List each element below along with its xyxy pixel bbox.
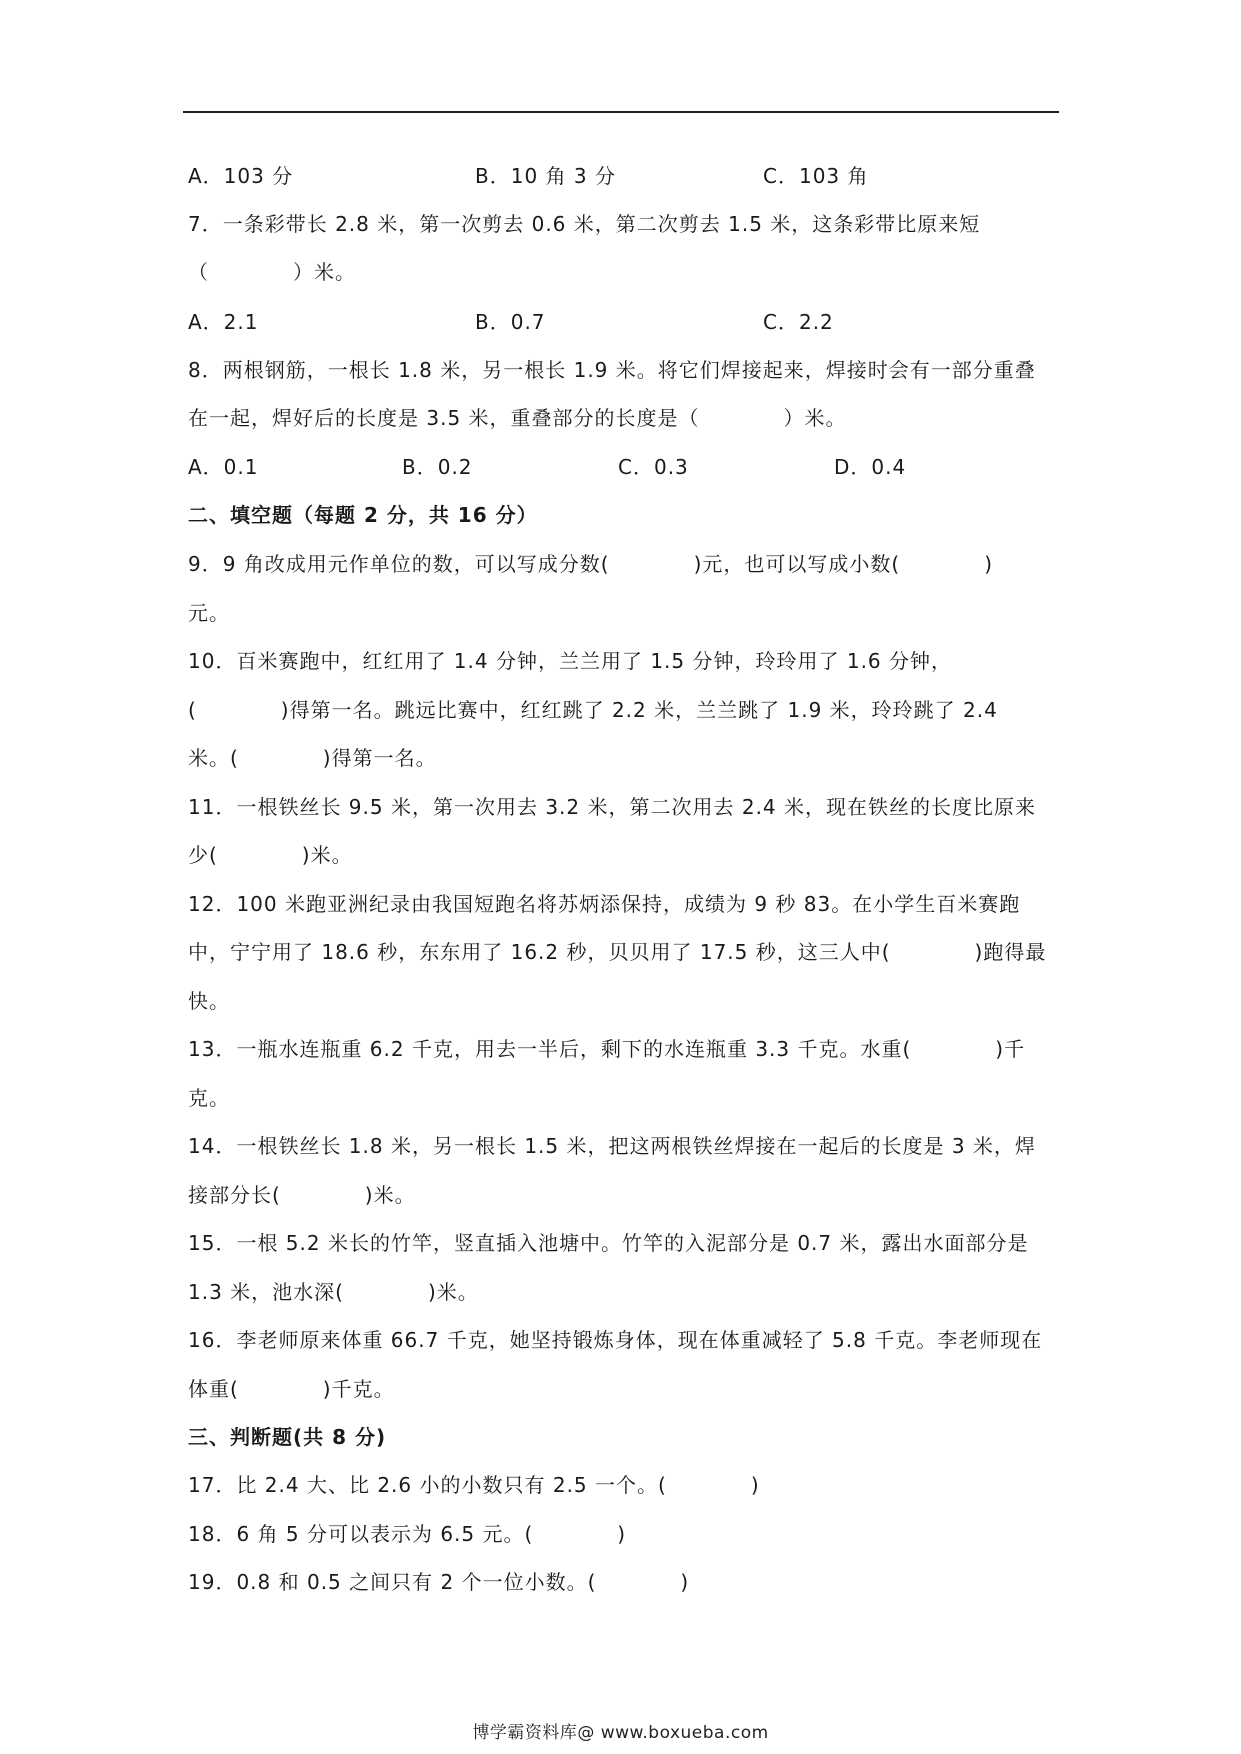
- q13-line1: 13．一瓶水连瓶重 6.2 千克，用去一半后，剩下的水连瓶重 3.3 千克。水重( )千: [188, 1037, 1026, 1061]
- section3-title: 三、判断题(共 8 分): [188, 1425, 387, 1449]
- q6-option-a: A．103 分: [188, 164, 294, 188]
- q8-option-c: C．0.3: [618, 455, 689, 479]
- q6-option-b: B．10 角 3 分: [475, 164, 616, 188]
- q8-option-d: D．0.4: [834, 455, 907, 479]
- q8-option-a: A．0.1: [188, 455, 259, 479]
- q16-line1: 16．李老师原来体重 66.7 千克，她坚持锻炼身体，现在体重减轻了 5.8 千克。李老师现在: [188, 1328, 1043, 1352]
- q12-line1: 12．100 米跑亚洲纪录由我国短跑名将苏炳添保持，成绩为 9 秒 83。在小学生百米赛跑: [188, 892, 1021, 916]
- q6-option-c: C．103 角: [763, 164, 869, 188]
- q8-line1: 8．两根钢筋，一根长 1.8 米，另一根长 1.9 米。将它们焊接起来，焊接时会有一部分重叠: [188, 358, 1036, 382]
- q9-line2: 元。: [188, 601, 230, 625]
- q14-line1: 14．一根铁丝长 1.8 米，另一根长 1.5 米，把这两根铁丝焊接在一起后的长度是 3 米，焊: [188, 1134, 1036, 1158]
- header-rule: [183, 111, 1059, 113]
- q16-line2: 体重( )千克。: [188, 1377, 395, 1401]
- q7-option-a: A．2.1: [188, 310, 259, 334]
- q7-option-b: B．0.7: [475, 310, 546, 334]
- q11-line1: 11．一根铁丝长 9.5 米，第一次用去 3.2 米，第二次用去 2.4 米，现在铁丝的长度比原来: [188, 795, 1037, 819]
- q12-line2: 中，宁宁用了 18.6 秒，东东用了 16.2 秒，贝贝用了 17.5 秒，这三人中( )跑得最: [188, 940, 1047, 964]
- q7-line2: （ ）米。: [188, 260, 356, 284]
- q13-line2: 克。: [188, 1086, 230, 1110]
- q10-line3: 米。( )得第一名。: [188, 746, 437, 770]
- footer-watermark: 博学霸资料库@ www.boxueba.com: [472, 1723, 769, 1743]
- q11-line2: 少( )米。: [188, 843, 353, 867]
- section2-title: 二、填空题（每题 2 分，共 16 分）: [188, 503, 538, 527]
- q15-line1: 15．一根 5.2 米长的竹竿，竖直插入池塘中。竹竿的入泥部分是 0.7 米，露出水面部分是: [188, 1231, 1029, 1255]
- q8-option-b: B．0.2: [402, 455, 473, 479]
- q8-line2: 在一起，焊好后的长度是 3.5 米，重叠部分的长度是（ ）米。: [188, 406, 847, 430]
- q18: 18．6 角 5 分可以表示为 6.5 元。( ): [188, 1522, 627, 1546]
- q19: 19．0.8 和 0.5 之间只有 2 个一位小数。( ): [188, 1570, 690, 1594]
- q10-line2: ( )得第一名。跳远比赛中，红红跳了 2.2 米，兰兰跳了 1.9 米，玲玲跳了 2.4: [188, 698, 998, 722]
- q7-line1: 7．一条彩带长 2.8 米，第一次剪去 0.6 米，第二次剪去 1.5 米，这条彩带比原来短: [188, 212, 981, 236]
- q7-option-c: C．2.2: [763, 310, 834, 334]
- q14-line2: 接部分长( )米。: [188, 1183, 416, 1207]
- q17: 17．比 2.4 大、比 2.6 小的小数只有 2.5 一个。( ): [188, 1473, 760, 1497]
- q9-line1: 9．9 角改成用元作单位的数，可以写成分数( )元，也可以写成小数( ): [188, 552, 994, 576]
- q10-line1: 10．百米赛跑中，红红用了 1.4 分钟，兰兰用了 1.5 分钟，玲玲用了 1.6 分钟，: [188, 649, 953, 673]
- q15-line2: 1.3 米，池水深( )米。: [188, 1280, 479, 1304]
- q12-line3: 快。: [188, 989, 230, 1013]
